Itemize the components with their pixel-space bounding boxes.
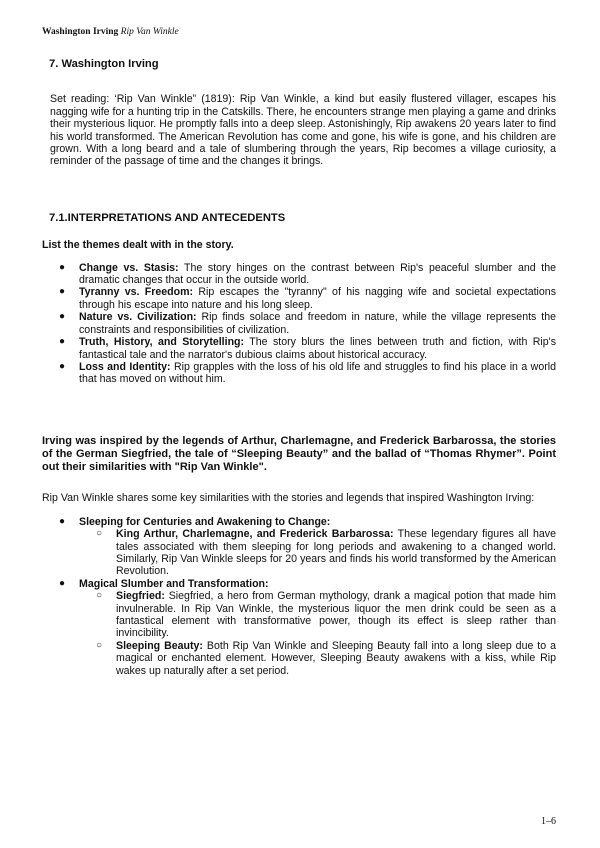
sub-term: Sleeping Beauty: [116, 639, 203, 652]
intro-paragraph: Set reading: ‘Rip Van Winkle” (1819): Rip Van Winkle, a kind but easily flustered villager, escapes his nagging wife for a hunting trip in the Catskills. There, he encounters strange men playing a game and drinks their mysterious liquor. He promptly falls into a deep sleep. Astonishingly, Rip awakens 20 years later to find his world transformed. The American Revolution has come and gone, his wife is gone, and his children are grown. With a long beard and a tale of slumbering through the years, Rip becomes a village curiosity, a reminder of the passage of time and the changes it brings. [50, 93, 556, 168]
circle-bullet-icon: ○ [96, 528, 103, 540]
list-item [79, 640, 556, 677]
page-number: 1–6 [541, 816, 556, 827]
theme-term: Truth, History, and Storytelling: [79, 336, 245, 349]
theme-text: Rip grapples with the loss of his old life and struggles to find his place in a world that has moved on without him. [79, 360, 556, 386]
circle-bullet-icon: ○ [96, 590, 103, 602]
list-item [79, 528, 556, 578]
running-header [42, 27, 179, 37]
list-item [42, 311, 556, 336]
theme-term: Loss and Identity: [79, 360, 171, 373]
document-body [42, 58, 556, 677]
list-item [42, 361, 556, 386]
list-item [42, 578, 556, 677]
sub-text: These legendary figures all have tales associated with them sleeping for long periods and awakening to a changed world. Similarly, Rip Van Winkle sleeps for 20 years and finds his world transformed by the American Revolution. [116, 528, 556, 578]
list-item [42, 262, 556, 287]
bullet-icon: ● [59, 286, 66, 298]
bullet-icon: ● [59, 577, 66, 589]
bullet-icon: ● [59, 336, 66, 348]
circle-bullet-icon: ○ [96, 639, 103, 651]
theme-term: Tyranny vs. Freedom: [79, 286, 194, 299]
theme-term: Change vs. Stasis: [79, 261, 179, 274]
theme-text: Rip escapes the "tyranny" of his nagging wife and societal expectations through his escape into nature and his long sleep. [79, 286, 556, 311]
theme-text: The story blurs the lines between truth and fiction, with Rip's fantastical tale and the narrator's dubious claims about historical accuracy. [79, 336, 556, 361]
list-item [42, 516, 556, 578]
list-item [42, 336, 556, 361]
sub-term: King Arthur, Charlemagne, and Frederick Barbarossa: [116, 528, 394, 541]
sub-list [79, 528, 556, 578]
bullet-icon: ● [59, 311, 66, 323]
bullet-icon: ● [59, 261, 66, 273]
sub-text: Siegfried, a hero from German mythology, drank a magical potion that made him invulnerable. In Rip Van Winkle, the mysterious liquor the men drink could be seen as a fantastical element with transformative power, though its effect is sleep rather than invincibility. [116, 590, 556, 640]
subsection-title: 7.1.INTERPRETATIONS AND ANTECEDENTS [49, 211, 286, 224]
similarity-title: Magical Slumber and Transformation: [79, 577, 269, 590]
sub-term: Siegfried: [116, 590, 165, 603]
theme-text: The story hinges on the contrast between Rip's peaceful slumber and the dramatic changes that occur in the outside world. [79, 261, 556, 287]
sub-list [79, 590, 556, 677]
list-item [42, 286, 556, 311]
task-themes-prompt: List the themes dealt with in the story. [42, 239, 234, 252]
section-title: 7. Washington Irving [49, 58, 159, 70]
themes-list [42, 262, 556, 386]
header-author: Washington Irving [42, 27, 119, 37]
list-item [79, 590, 556, 640]
similarities-list [42, 516, 556, 677]
theme-term: Nature vs. Civilization: [79, 311, 197, 324]
sub-text: Both Rip Van Winkle and Sleeping Beauty fall into a long sleep due to a magical or enchanted element. However, Sleeping Beauty awakens with a kiss, while Rip wakes up naturally after a set period. [116, 639, 556, 677]
header-work: Rip Van Winkle [120, 27, 179, 37]
task-similarities-prompt: Irving was inspired by the legends of Arthur, Charlemagne, and Frederick Barbarossa, the stories of the German Siegfried, the tale of “Sleeping Beauty” and the ballad of “Thomas Rhymer”. Point out their similarities with "Rip Van Winkle". [42, 434, 556, 474]
theme-text: Rip finds solace and freedom in nature, while the village represents the constraints and responsibilities of civilization. [79, 311, 556, 336]
similarities-lead: Rip Van Winkle shares some key similarities with the stories and legends that inspired Washington Irving: [42, 492, 535, 505]
similarity-title: Sleeping for Centuries and Awakening to Change: [79, 515, 331, 528]
bullet-icon: ● [59, 515, 66, 527]
bullet-icon: ● [59, 360, 66, 372]
